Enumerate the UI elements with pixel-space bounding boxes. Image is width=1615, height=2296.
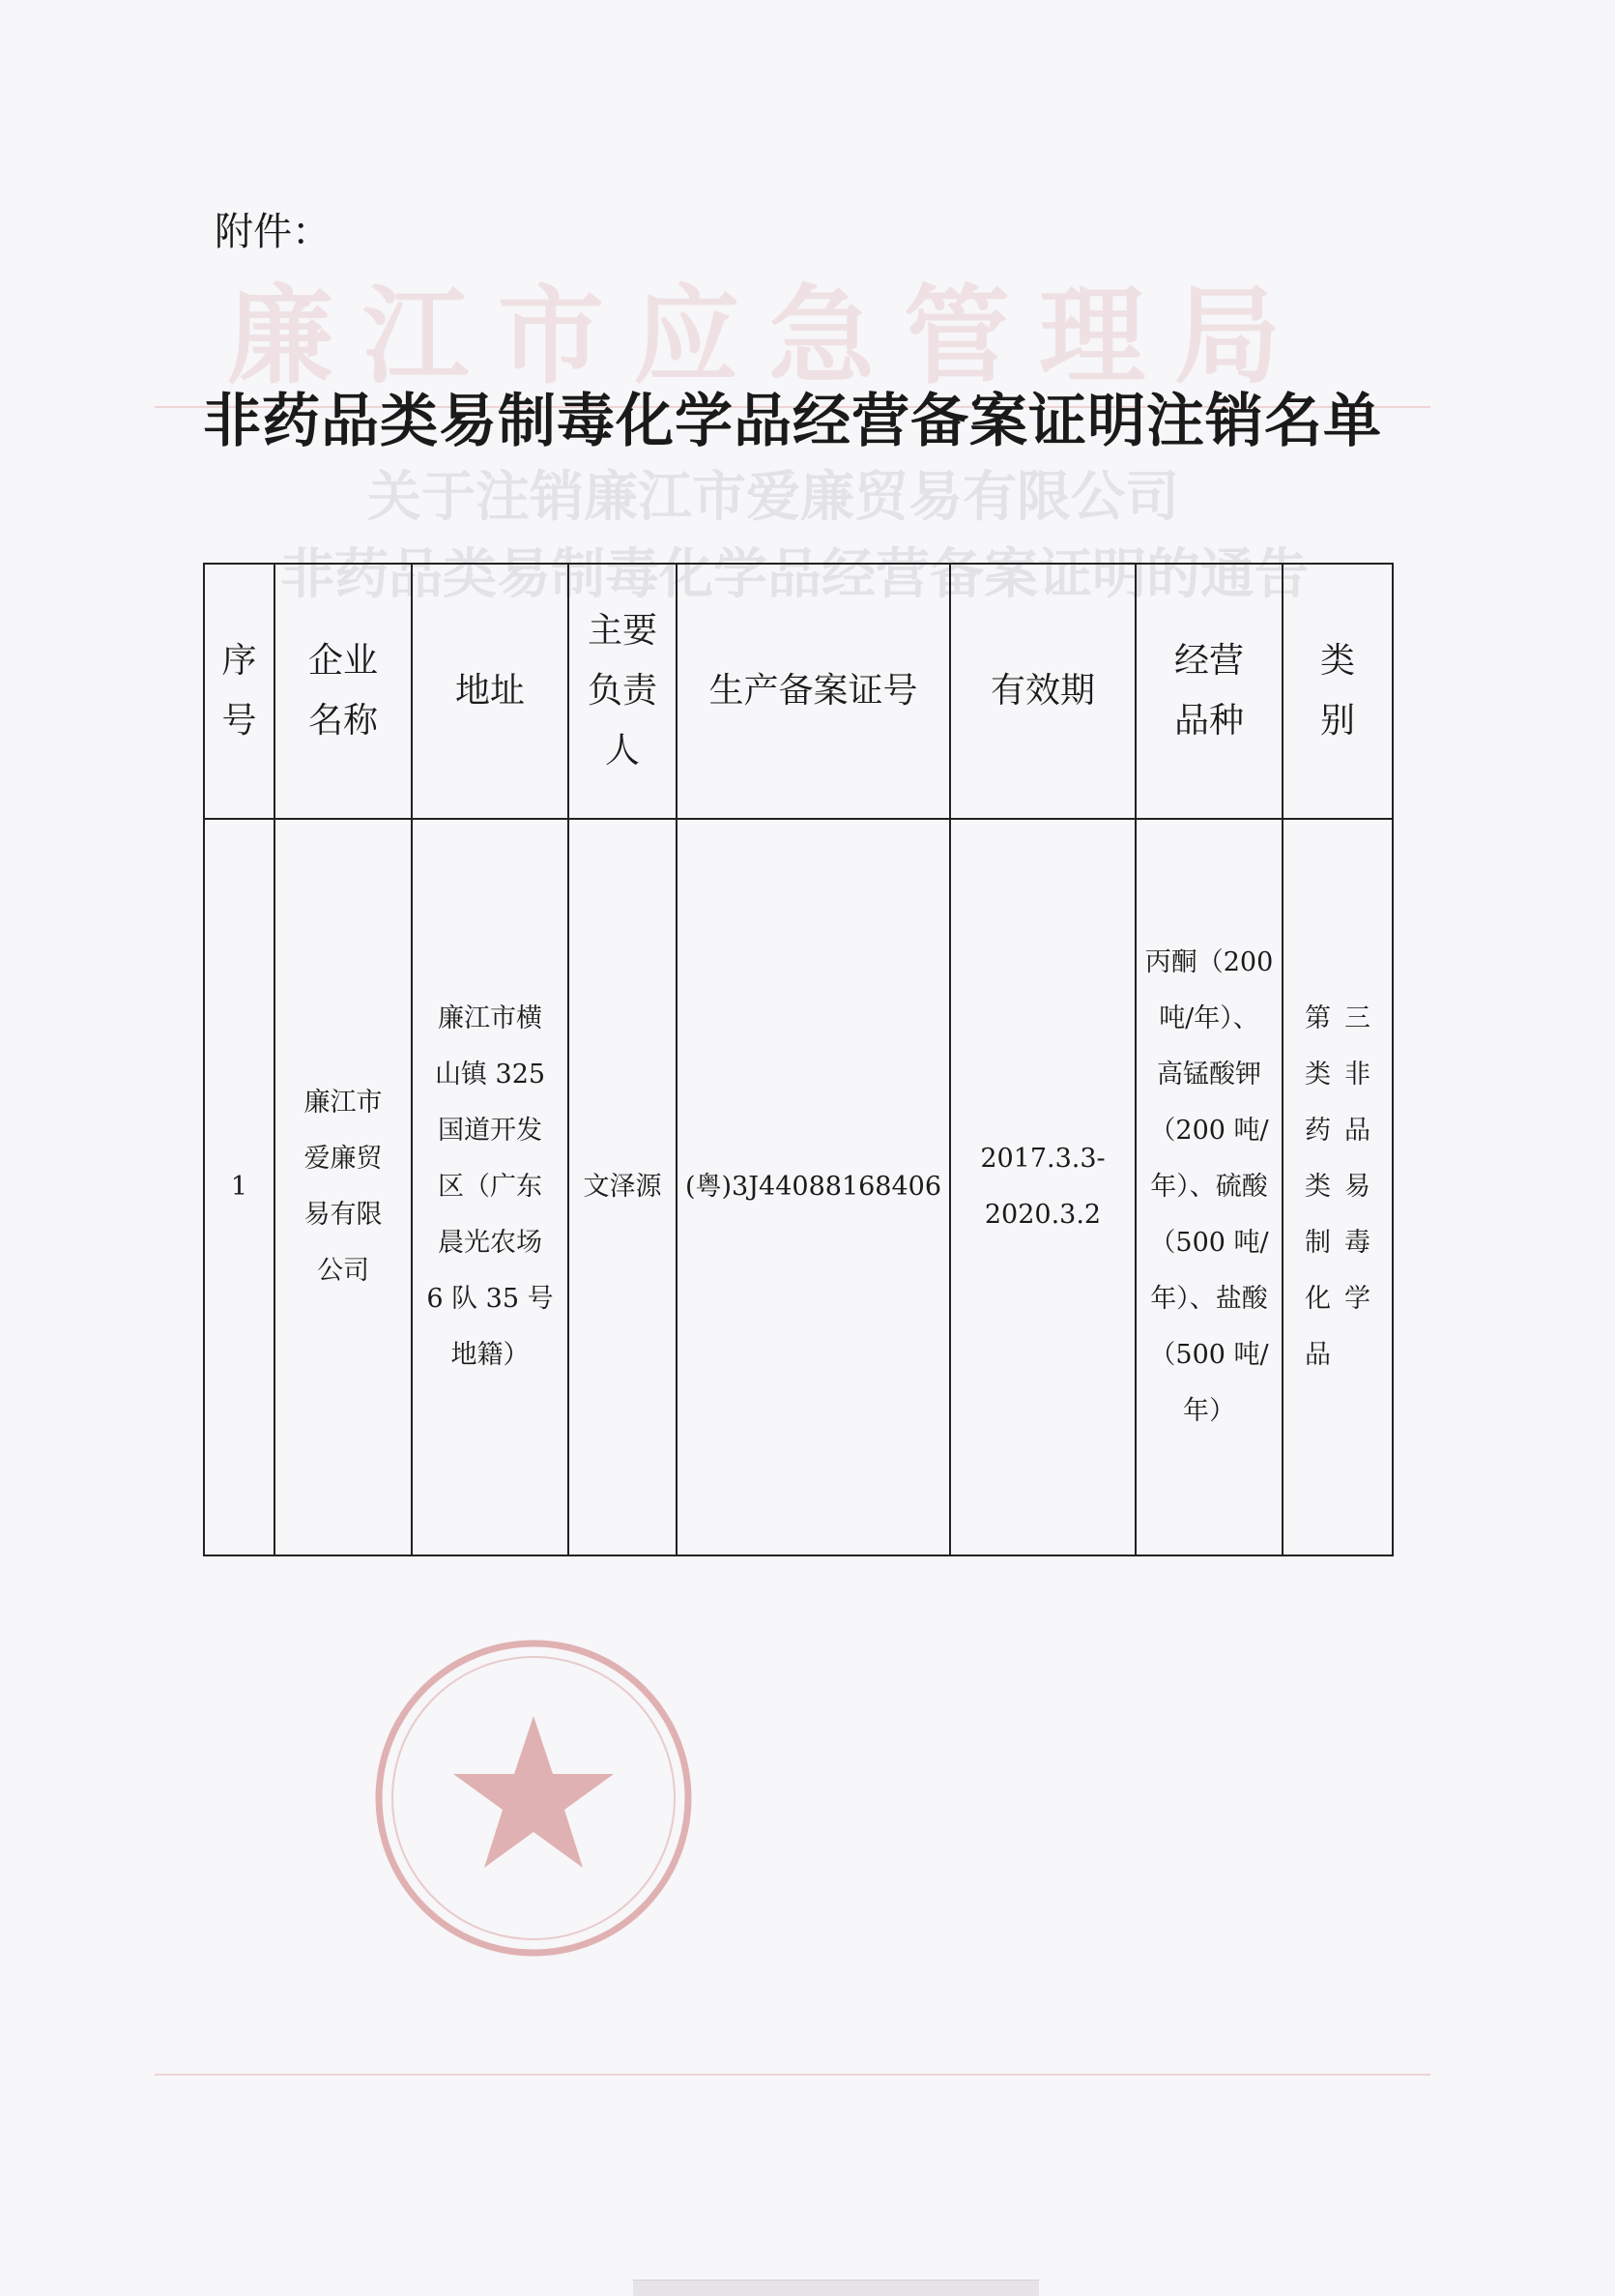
category-column-right: 三 非 品 易 毒 学 bbox=[1344, 1003, 1370, 1314]
header-seq: 序 号 bbox=[204, 564, 274, 819]
table-row bbox=[204, 819, 1393, 1555]
header-company: 企业 名称 bbox=[274, 564, 412, 819]
header-category: 类 别 bbox=[1283, 564, 1393, 819]
bleed-through-subtitle-1: 关于注销廉江市爱廉贸易有限公司 bbox=[367, 465, 1179, 529]
scan-edge bbox=[633, 2280, 1039, 2296]
header-person: 主要 负责 人 bbox=[568, 564, 677, 819]
category-column-left: 第 类 药 类 制 化 品 bbox=[1305, 1003, 1331, 1370]
fold-line bbox=[155, 2074, 1430, 2076]
bleed-through-subtitle-2: 非药品类易制毒化学品经营备案证明的通告 bbox=[280, 542, 1309, 606]
cell-person: 文泽源 bbox=[568, 819, 677, 1555]
cell-record-no: (粤)3J44088168406 bbox=[677, 819, 950, 1555]
header-variety: 经营 品种 bbox=[1136, 564, 1283, 819]
document-title: 非药品类易制毒化学品经营备案证明注销名单 bbox=[203, 388, 1382, 455]
table-header-row bbox=[204, 564, 1393, 819]
header-validity: 有效期 bbox=[950, 564, 1136, 819]
cancellation-table bbox=[203, 563, 1394, 1556]
attachment-label: 附件： bbox=[215, 210, 331, 254]
bleed-through-letterhead: 廉江市应急管理局 bbox=[227, 274, 1310, 398]
header-record-no: 生产备案证号 bbox=[677, 564, 950, 819]
official-seal bbox=[369, 1634, 698, 1962]
cell-seq: 1 bbox=[204, 819, 274, 1555]
cell-category bbox=[1283, 819, 1393, 1555]
header-address: 地址 bbox=[412, 564, 568, 819]
cell-address: 廉江市横 山镇 325 国道开发 区（广东 晨光农场 6 队 35 号 地籍） bbox=[412, 819, 568, 1555]
cell-variety: 丙酮（200 吨/年）、 高锰酸钾 （200 吨/ 年）、硫酸 （500 吨/ 年）、盐酸 （500 吨/ 年） bbox=[1136, 819, 1283, 1555]
cell-company: 廉江市 爱廉贸 易有限 公司 bbox=[274, 819, 412, 1555]
cell-validity: 2017.3.3- 2020.3.2 bbox=[950, 819, 1136, 1555]
